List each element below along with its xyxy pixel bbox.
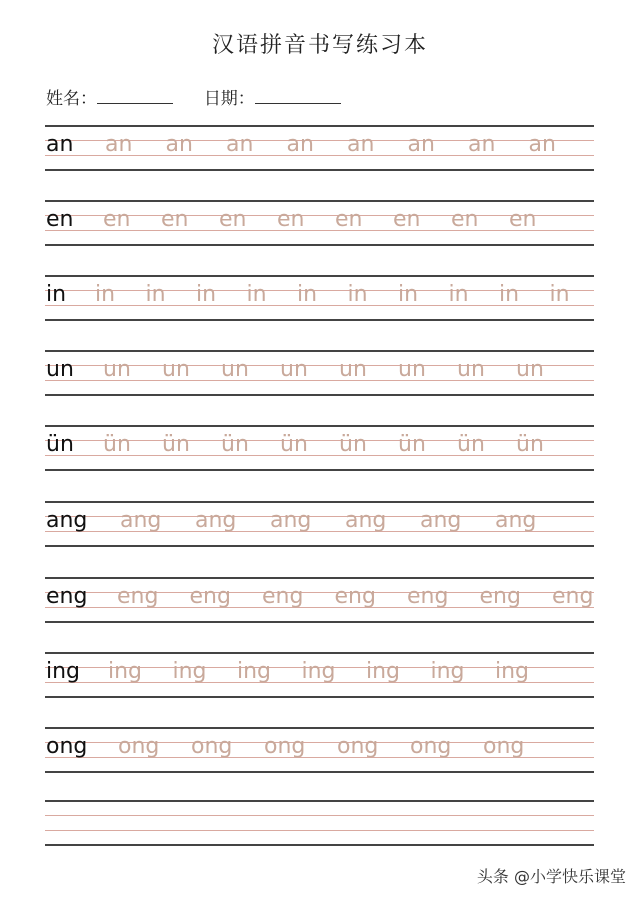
trace-syllable: in xyxy=(549,282,570,307)
guide-line xyxy=(45,350,594,352)
trace-syllable: ün xyxy=(516,432,544,457)
trace-syllable: un xyxy=(457,357,485,382)
info-line xyxy=(46,84,341,109)
trace-syllable: ün xyxy=(457,432,485,457)
trace-syllable: ang xyxy=(495,508,537,533)
guide-line xyxy=(45,800,594,802)
guide-line xyxy=(45,469,594,471)
trace-syllable: ang xyxy=(195,508,237,533)
writing-row xyxy=(45,652,594,697)
writing-row xyxy=(45,125,594,170)
trace-syllable: eng xyxy=(117,584,159,609)
trace-syllable: in xyxy=(297,282,318,307)
model-syllable: ing xyxy=(46,659,81,684)
guide-line xyxy=(45,830,594,831)
guide-line xyxy=(45,844,594,846)
trace-syllable: an xyxy=(528,132,556,157)
guide-line xyxy=(45,696,594,698)
name-label: 姓名： xyxy=(46,89,97,109)
guide-line xyxy=(45,200,594,202)
guide-line xyxy=(45,169,594,171)
guide-line xyxy=(45,394,594,396)
trace-syllable: ong xyxy=(410,734,452,759)
date-blank[interactable] xyxy=(255,102,341,104)
guide-line xyxy=(45,275,594,277)
trace-syllable: eng xyxy=(262,584,304,609)
writing-row xyxy=(45,800,594,845)
trace-syllable: ong xyxy=(337,734,379,759)
trace-syllable: ong xyxy=(118,734,160,759)
guide-line xyxy=(45,545,594,547)
trace-syllable: an xyxy=(407,132,435,157)
trace-syllable: an xyxy=(468,132,496,157)
trace-syllable: ing xyxy=(108,659,143,684)
trace-syllable: ong xyxy=(264,734,306,759)
guide-line xyxy=(45,652,594,654)
writing-row xyxy=(45,200,594,245)
trace-syllable: in xyxy=(398,282,419,307)
trace-syllable: ong xyxy=(483,734,525,759)
writing-row xyxy=(45,577,594,622)
trace-syllable: ün xyxy=(339,432,367,457)
trace-syllable: ing xyxy=(366,659,401,684)
writing-row xyxy=(45,350,594,395)
trace-syllable: in xyxy=(347,282,368,307)
trace-syllable: ang xyxy=(345,508,387,533)
page-title: 汉语拼音书写练习本 xyxy=(211,33,428,58)
model-syllable: en xyxy=(46,207,74,232)
model-syllable: ün xyxy=(46,432,74,457)
trace-syllable: en xyxy=(335,207,363,232)
trace-syllable: an xyxy=(286,132,314,157)
guide-line xyxy=(45,727,594,729)
trace-syllable: ing xyxy=(301,659,336,684)
guide-line xyxy=(45,815,594,816)
trace-syllable: un xyxy=(162,357,190,382)
trace-syllable: en xyxy=(277,207,305,232)
trace-syllable: ang xyxy=(420,508,462,533)
guide-line xyxy=(45,125,594,127)
trace-syllable: an xyxy=(226,132,254,157)
model-syllable: ong xyxy=(46,734,88,759)
trace-syllable: ang xyxy=(270,508,312,533)
writing-row xyxy=(45,425,594,470)
guide-line xyxy=(45,319,594,321)
trace-syllable: un xyxy=(103,357,131,382)
trace-syllable: en xyxy=(219,207,247,232)
guide-line xyxy=(45,244,594,246)
trace-syllable: ün xyxy=(398,432,426,457)
writing-row xyxy=(45,275,594,320)
trace-syllable: in xyxy=(145,282,166,307)
model-syllable: an xyxy=(46,132,74,157)
trace-syllable: un xyxy=(280,357,308,382)
trace-syllable: ong xyxy=(191,734,233,759)
trace-syllable: in xyxy=(499,282,520,307)
trace-syllable: ing xyxy=(495,659,530,684)
model-syllable: eng xyxy=(46,584,88,609)
watermark: 头条 @小学快乐课堂 xyxy=(476,867,626,886)
trace-syllable: ün xyxy=(221,432,249,457)
trace-syllable: ang xyxy=(120,508,162,533)
trace-syllable: ün xyxy=(103,432,131,457)
trace-syllable: in xyxy=(196,282,217,307)
trace-syllable: en xyxy=(161,207,189,232)
trace-syllable: un xyxy=(516,357,544,382)
trace-syllable: en xyxy=(393,207,421,232)
guide-line xyxy=(45,577,594,579)
trace-syllable: un xyxy=(339,357,367,382)
trace-syllable: eng xyxy=(334,584,376,609)
name-blank[interactable] xyxy=(97,102,173,104)
trace-syllable: ing xyxy=(237,659,272,684)
trace-syllable: eng xyxy=(552,584,594,609)
trace-syllable: in xyxy=(448,282,469,307)
trace-syllable: an xyxy=(105,132,133,157)
trace-syllable: en xyxy=(509,207,537,232)
date-label: 日期： xyxy=(203,89,255,109)
trace-syllable: an xyxy=(165,132,193,157)
model-syllable: un xyxy=(46,357,74,382)
guide-line xyxy=(45,425,594,427)
trace-syllable: an xyxy=(347,132,375,157)
guide-line xyxy=(45,501,594,503)
trace-syllable: eng xyxy=(479,584,521,609)
trace-syllable: ün xyxy=(280,432,308,457)
trace-syllable: un xyxy=(221,357,249,382)
trace-syllable: en xyxy=(103,207,131,232)
model-syllable: in xyxy=(46,282,67,307)
guide-line xyxy=(45,621,594,623)
trace-syllable: en xyxy=(451,207,479,232)
writing-row xyxy=(45,501,594,546)
trace-syllable: ing xyxy=(430,659,465,684)
guide-line xyxy=(45,771,594,773)
writing-row xyxy=(45,727,594,772)
model-syllable: ang xyxy=(46,508,88,533)
trace-syllable: ün xyxy=(162,432,190,457)
trace-syllable: eng xyxy=(189,584,231,609)
trace-syllable: in xyxy=(246,282,267,307)
trace-syllable: in xyxy=(95,282,116,307)
trace-syllable: un xyxy=(398,357,426,382)
trace-syllable: ing xyxy=(172,659,207,684)
trace-syllable: eng xyxy=(407,584,449,609)
